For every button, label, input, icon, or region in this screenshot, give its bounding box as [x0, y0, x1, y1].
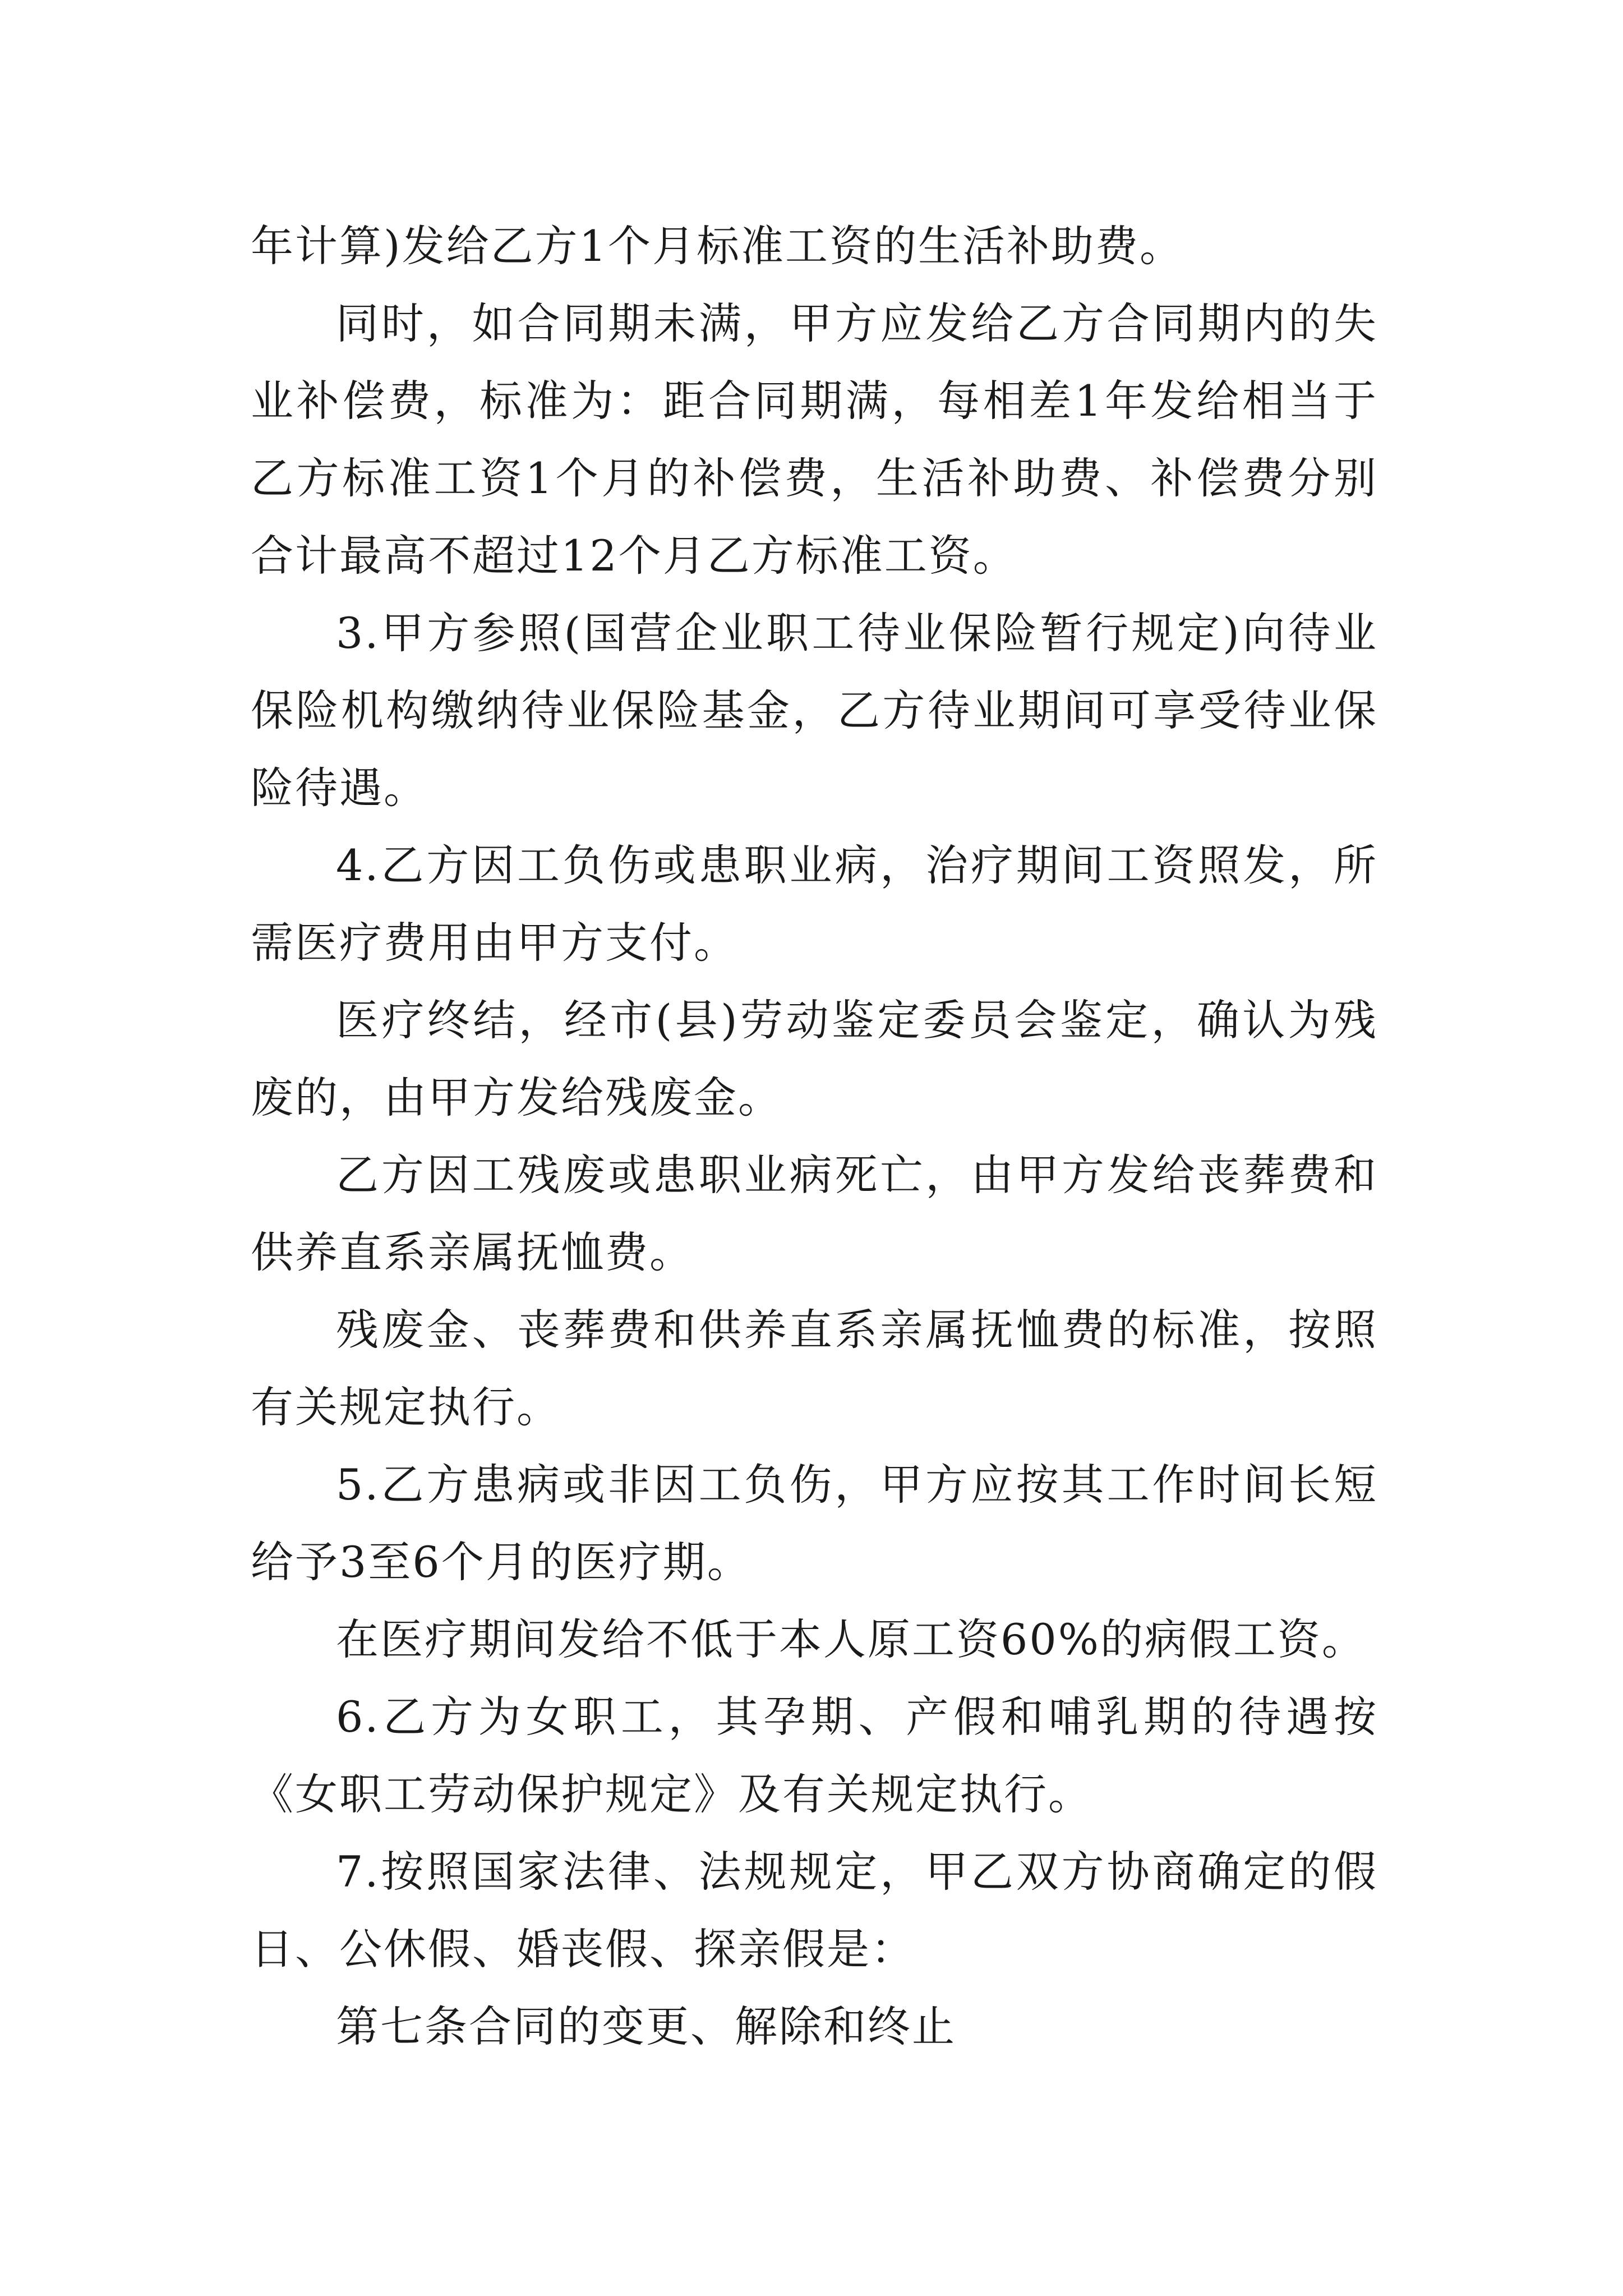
- paragraph: 5.乙方患病或非因工负伤，甲方应按其工作时间长短给予3至6个月的医疗期。: [251, 1460, 1378, 1587]
- document-body: [251, 208, 1378, 2065]
- section-heading: 第七条合同的变更、解除和终止: [336, 2001, 956, 2051]
- paragraph: 4.乙方因工负伤或患职业病，治疗期间工资照发，所需医疗费用由甲方支付。: [251, 840, 1378, 968]
- paragraph: 6.乙方为女职工，其孕期、产假和哺乳期的待遇按《女职工劳动保护规定》及有关规定执行。: [251, 1692, 1378, 1819]
- paragraph: 在医疗期间发给不低于本人原工资60%的病假工资。: [336, 1614, 1366, 1664]
- paragraph: 7.按照国家法律、法规规定，甲乙双方协商确定的假日、公休假、婚丧假、探亲假是：: [251, 1847, 1378, 1974]
- paragraph: 年计算)发给乙方1个月标准工资的生活补助费。: [251, 221, 1184, 271]
- paragraph: 残废金、丧葬费和供养直系亲属抚恤费的标准，按照有关规定执行。: [251, 1305, 1378, 1432]
- paragraph: 医疗终结，经市(县)劳动鉴定委员会鉴定，确认为残废的，由甲方发给残废金。: [251, 995, 1378, 1122]
- paragraph: 同时，如合同期未满，甲方应发给乙方合同期内的失业补偿费，标准为：距合同期满，每相差1年发给相当于乙方标准工资1个月的补偿费，生活补助费、补偿费分别合计最高不超过12个月乙方标准工资。: [251, 298, 1378, 581]
- paragraph: 乙方因工残废或患职业病死亡，由甲方发给丧葬费和供养直系亲属抚恤费。: [251, 1150, 1378, 1277]
- paragraph: 3.甲方参照(国营企业职工待业保险暂行规定)向待业保险机构缴纳待业保险基金，乙方待业期间可享受待业保险待遇。: [251, 608, 1378, 813]
